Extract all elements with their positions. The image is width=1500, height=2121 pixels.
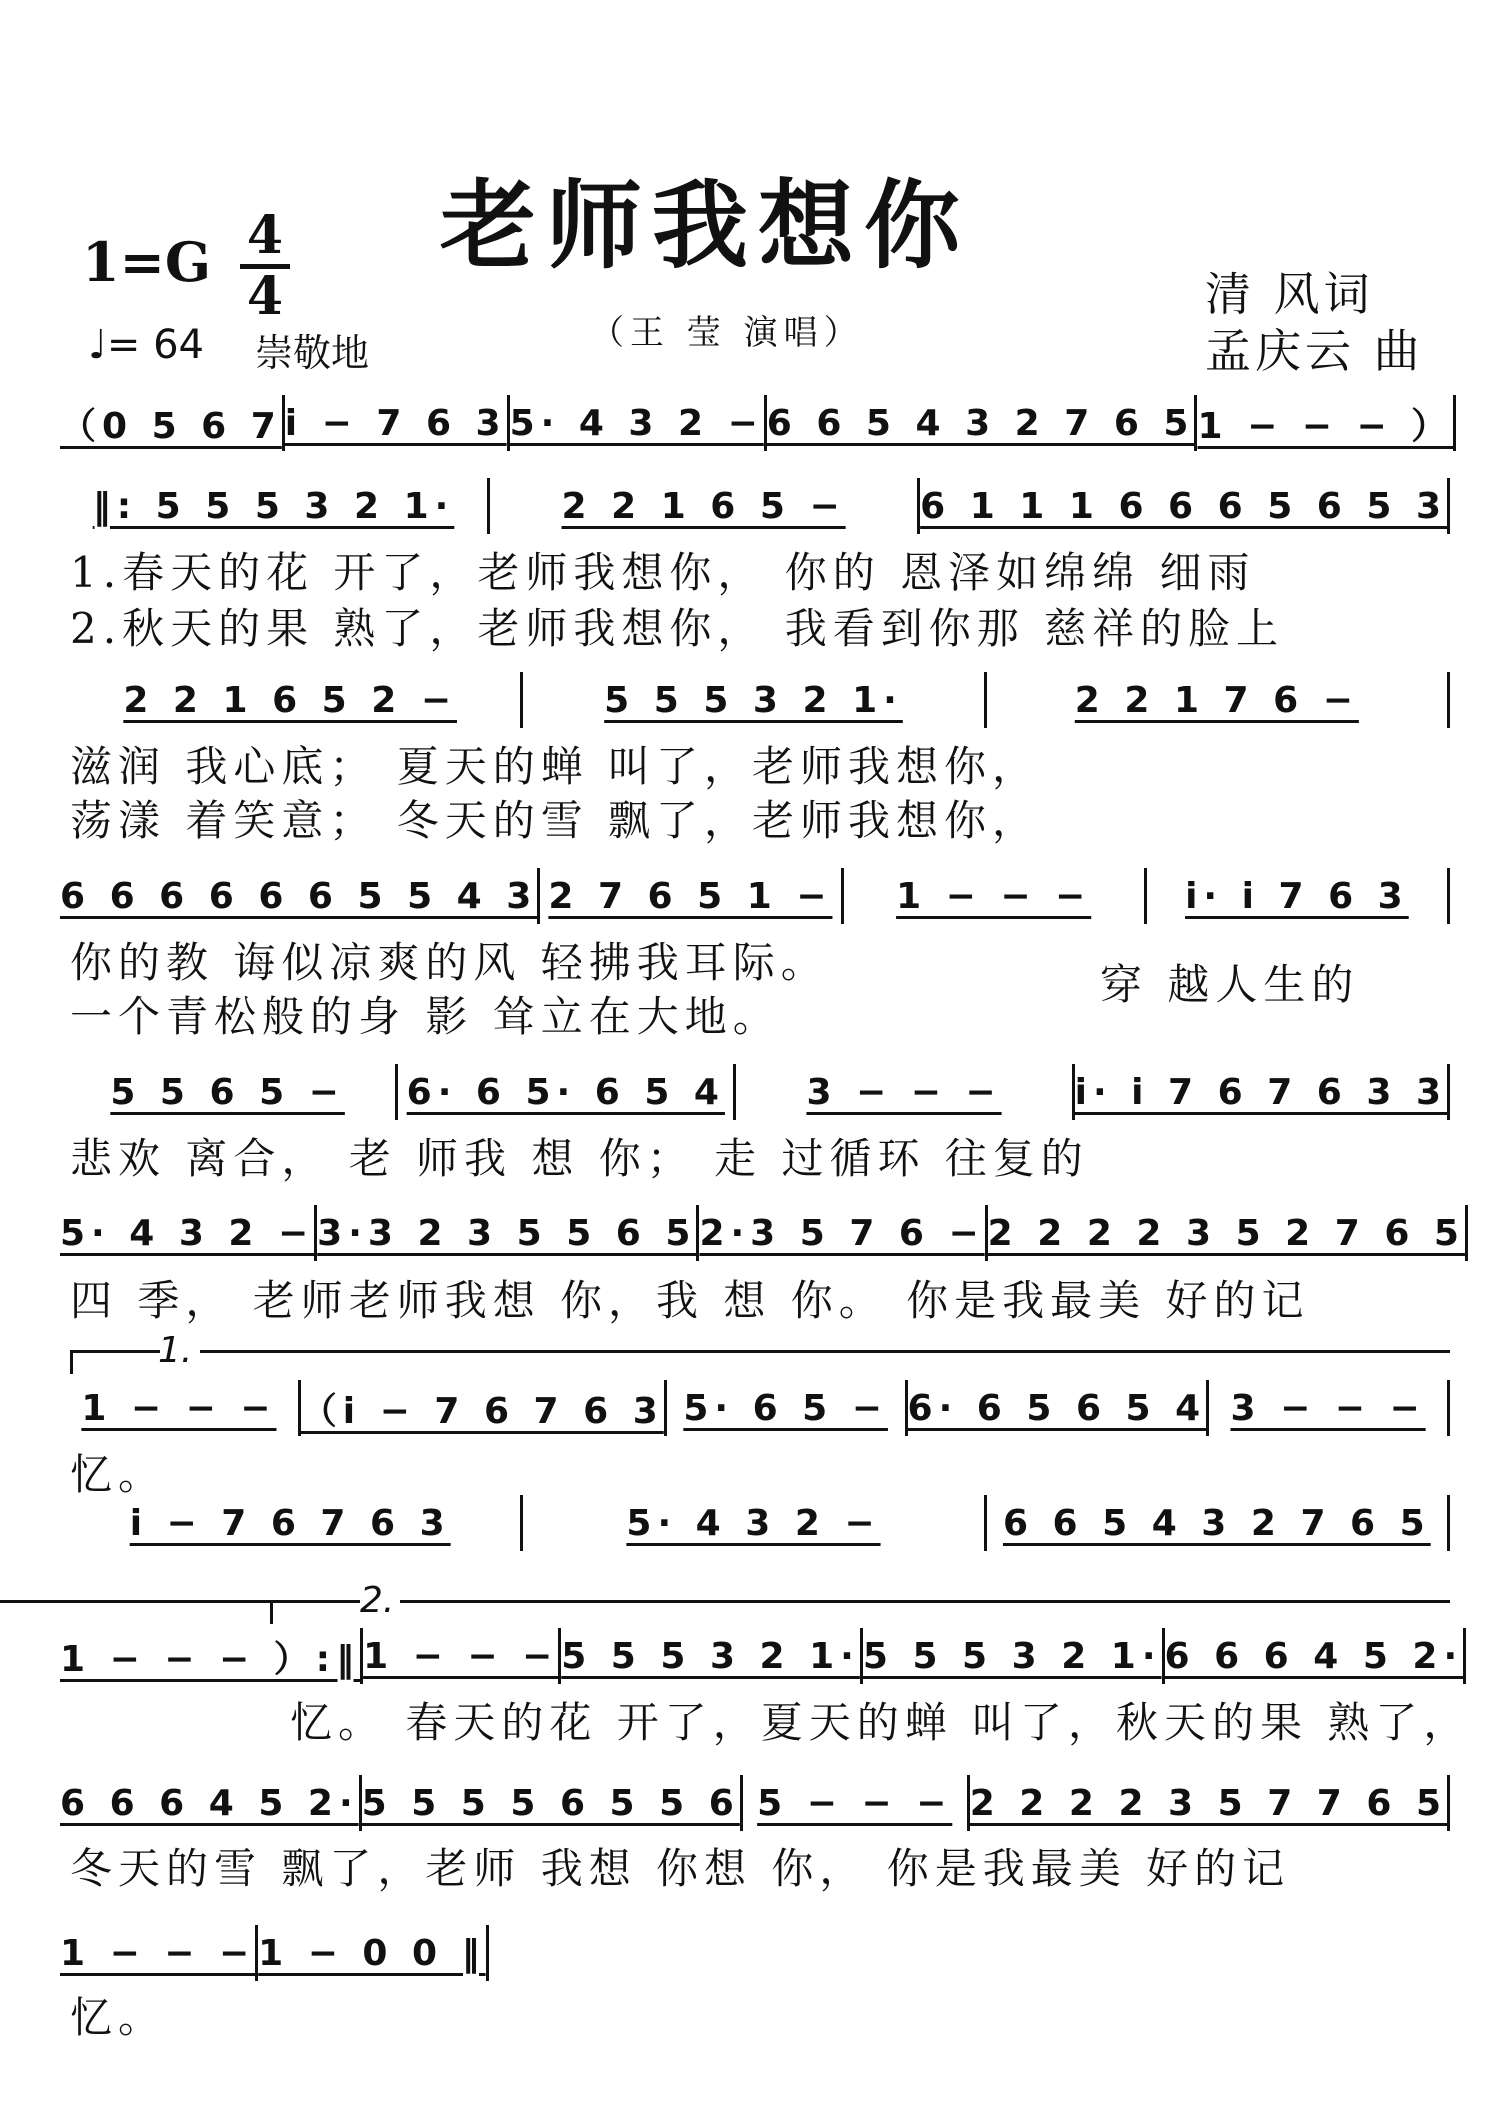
measure: 1 − − − ）:‖: [60, 1638, 361, 1680]
measure: 6· 6 5 6 5 4: [907, 1387, 1207, 1429]
measure: 6 6 6 4 5 2·: [1164, 1635, 1464, 1677]
measure: 5 5 5 3 2 1·: [604, 679, 903, 721]
notation-row-7: [60, 1495, 1450, 1551]
bar-line: [1465, 1205, 1468, 1261]
lyric-verse1-line1: 1.春天的花 开了，老师我想你， 你的 恩泽如绵绵 细雨: [70, 548, 1256, 597]
time-signature: [240, 205, 290, 327]
measure: 5 5 5 3 2 1·: [862, 1635, 1162, 1677]
notation-row-final: [60, 1925, 486, 1981]
measure: 3 − − −: [806, 1071, 1002, 1113]
measure: 2 2 1 7 6 −: [1074, 679, 1359, 721]
lyric-verse2-line3: 一个青松般的身 影 耸立在大地。: [70, 992, 781, 1041]
song-title: 老师我想你: [440, 169, 970, 282]
measure: 2 2 2 2 3 5 2 7 6 5: [987, 1212, 1465, 1254]
measure: 5· 4 3 2 −: [509, 402, 764, 444]
bar-line: [1453, 395, 1456, 451]
volta-1-line: [200, 1350, 1450, 1353]
lyric-bridge-start: 穿 越人生的: [1100, 960, 1360, 1009]
measure: 5 5 5 3 2 1·: [561, 1635, 860, 1677]
lyric-line10: 忆。: [70, 1993, 167, 2042]
volta-1-end-line: [0, 1600, 270, 1603]
lyric-line6: 忆。: [70, 1450, 167, 1499]
bar-line: [1447, 478, 1450, 534]
measure: i· i 7 6 3: [1185, 875, 1409, 917]
composer-credit: 孟庆云 曲: [1205, 324, 1424, 378]
measure: 1 − 0 0 ‖: [258, 1932, 486, 1974]
measure: 5· 4 3 2 −: [60, 1212, 315, 1254]
measure: 6 6 6 4 5 2·: [60, 1782, 359, 1824]
volta-2-label: 2.: [360, 1580, 395, 1621]
measure: 1 − − − ）: [1197, 405, 1454, 447]
measure: 2·3 5 7 6 −: [699, 1212, 985, 1254]
measure: 6 6 5 4 3 2 7 6 5: [1002, 1502, 1431, 1544]
notation-row-4: [60, 1064, 1450, 1120]
measure: 6· 6 5· 6 5 4: [406, 1071, 725, 1113]
lyric-line5: 四 季， 老师老师我想 你，我 想 你。 你是我最美 好的记: [70, 1276, 1310, 1325]
notation-row-3: [60, 868, 1450, 924]
lyric-verse2-line1: 2.秋天的果 熟了，老师我想你， 我看到你那 慈祥的脸上: [70, 604, 1285, 653]
measure: ‖: 5 5 5 3 2 1·: [92, 485, 455, 527]
bar-line: [1447, 1064, 1450, 1120]
performer-credit: （王 莹 演唱）: [590, 313, 864, 353]
lyric-line8: 忆。 春天的花 开了，夏天的蝉 叫了，秋天的果 熟了，: [290, 1698, 1472, 1747]
lyric-line4: 悲欢 离合， 老 师我 想 你； 走 过循环 往复的: [70, 1134, 1089, 1183]
expression-marking: 崇敬地: [255, 331, 370, 375]
volta-2-line: [400, 1600, 1450, 1603]
measure: （0 5 6 7: [60, 405, 282, 447]
volta-2-bracket-start: [270, 1600, 273, 1624]
measure: 2 2 1 6 5 2 −: [123, 679, 457, 721]
measure: 5· 6 5 −: [683, 1387, 888, 1429]
time-signature-bottom: 4: [246, 266, 284, 327]
lyric-verse1-line3: 你的教 诲似凉爽的风 轻拂我耳际。: [70, 938, 829, 987]
notation-row-2: [60, 672, 1450, 728]
measure: 5 5 5 5 6 5 5 6: [361, 1782, 740, 1824]
notation-row-intro: [60, 395, 1454, 451]
bar-line: [486, 1925, 489, 1981]
measure: 1 − − −: [363, 1635, 559, 1677]
bar-line: [1463, 1628, 1466, 1684]
notation-row-6: [60, 1380, 1450, 1436]
notation-row-8: [60, 1628, 1464, 1684]
measure: 6 6 5 4 3 2 7 6 5: [766, 402, 1195, 444]
measure: 2 2 2 2 3 5 7 7 6 5: [969, 1782, 1447, 1824]
lyric-line9: 冬天的雪 飘了，老师 我想 你想 你， 你是我最美 好的记: [70, 1844, 1291, 1893]
measure: 5 − − −: [757, 1782, 953, 1824]
measure: 2 7 6 5 1 −: [548, 875, 833, 917]
measure: 6 6 6 6 6 6 5 5 4 3: [60, 875, 538, 917]
lyricist-credit: 清 风词: [1205, 267, 1374, 321]
notation-row-1: [60, 478, 1450, 534]
measure: 5· 4 3 2 −: [626, 1502, 881, 1544]
measure: 3·3 2 3 5 5 6 5: [317, 1212, 697, 1254]
measure: 3 − − −: [1230, 1387, 1426, 1429]
measure: 1 − − −: [896, 875, 1092, 917]
measure: i − 7 6 7 6 3: [129, 1502, 451, 1544]
measure: 5 5 6 5 −: [110, 1071, 345, 1113]
volta-1-label: 1.: [158, 1330, 193, 1371]
notation-row-5: [60, 1205, 1465, 1261]
measure: 2 2 1 6 5 −: [561, 485, 846, 527]
time-signature-top: 4: [246, 205, 284, 266]
key-signature: 1=G: [82, 230, 211, 294]
volta-1-line-left: [70, 1350, 160, 1353]
bar-line: [1447, 1775, 1450, 1831]
bar-line: [1447, 1380, 1450, 1436]
measure: i· i 7 6 7 6 3 3: [1074, 1071, 1447, 1113]
measure: 1 − − −: [60, 1932, 256, 1974]
lyric-verse1-line2: 滋润 我心底； 夏天的蝉 叫了，老师我想你，: [70, 742, 1041, 791]
bar-line: [1447, 672, 1450, 728]
measure: i − 7 6 3: [284, 402, 507, 444]
bar-line: [1447, 1495, 1450, 1551]
tempo-marking: ♩= 64: [88, 322, 204, 368]
measure: （i − 7 6 7 6 3: [300, 1390, 664, 1432]
volta-2-line-left: [270, 1600, 360, 1603]
lyric-verse2-line2: 荡漾 着笑意； 冬天的雪 飘了，老师我想你，: [70, 796, 1041, 845]
bar-line: [1447, 868, 1450, 924]
measure: 6 1 1 1 6 6 6 5 6 5 3: [920, 485, 1447, 527]
volta-1-bracket-start: [70, 1350, 73, 1374]
notation-row-9: [60, 1775, 1450, 1831]
measure: 1 − − −: [81, 1387, 277, 1429]
